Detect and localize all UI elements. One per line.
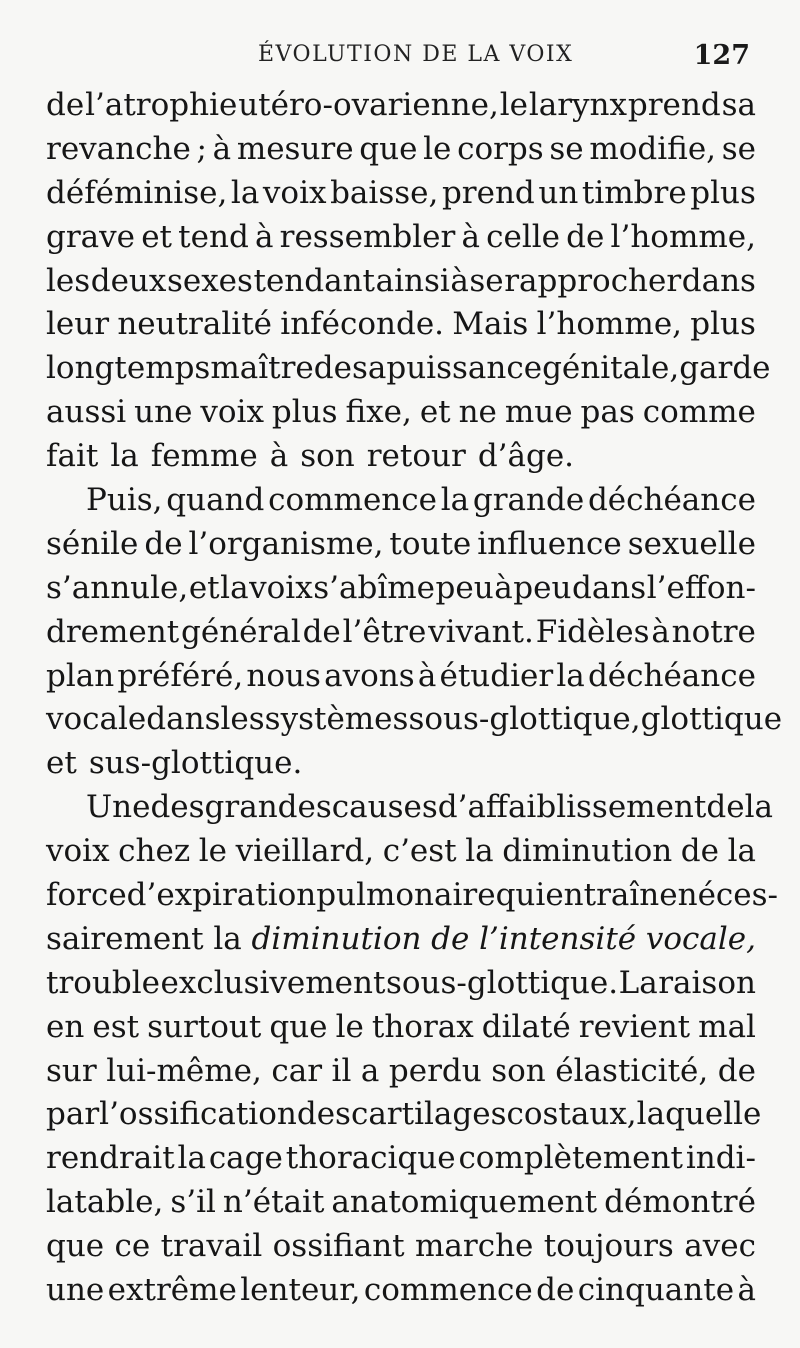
word: l’être: [342, 613, 427, 650]
word: de: [302, 613, 341, 650]
word: rapprocher: [504, 262, 682, 299]
word: revanche: [46, 130, 191, 167]
word: costaux,: [506, 1096, 637, 1133]
italic-word: diminution: [251, 920, 422, 957]
text-line: [46, 216, 756, 260]
word: déféminise,: [46, 174, 228, 211]
word: dilaté: [481, 1008, 571, 1045]
word: que: [359, 130, 418, 167]
word: nous: [246, 657, 321, 694]
text-line: [46, 1225, 756, 1269]
word: sous-glottique,: [408, 701, 641, 738]
word: thorax: [371, 1008, 474, 1045]
word: leur: [46, 306, 110, 343]
word: systèmes: [264, 701, 409, 738]
text-line: [46, 918, 756, 962]
word: pas: [580, 394, 635, 431]
word: il: [331, 1052, 352, 1089]
word: force: [46, 877, 127, 914]
word: un: [538, 174, 579, 211]
word: la: [465, 833, 494, 870]
word: sa: [351, 350, 387, 387]
word: la: [727, 833, 756, 870]
word: neutralité: [117, 306, 272, 343]
word: raison: [658, 964, 756, 1001]
word: sexuelle: [627, 525, 756, 562]
word: vivant.: [428, 613, 534, 650]
word: complètement: [458, 1140, 683, 1177]
body-text: [46, 84, 783, 1313]
word: s’annule,: [46, 569, 189, 606]
word: s’il: [170, 1184, 216, 1221]
word: n’était: [222, 1184, 325, 1221]
word: quand: [166, 482, 265, 519]
word: comme: [642, 394, 756, 431]
word: son: [491, 1052, 546, 1089]
word: de: [313, 350, 352, 387]
word: surtout: [147, 1008, 262, 1045]
word: la: [177, 1140, 206, 1177]
word: garde: [679, 350, 771, 387]
word: voix: [262, 174, 327, 211]
text-line: [46, 347, 771, 391]
text-line: [46, 786, 773, 830]
word: glottique: [640, 701, 783, 738]
word: à: [417, 657, 437, 694]
word: et: [141, 218, 172, 255]
word: laquelle: [636, 1096, 762, 1133]
word: trouble: [46, 964, 161, 1001]
word: grandes: [204, 789, 332, 826]
word: élasticité,: [555, 1052, 709, 1089]
word: deux: [90, 262, 167, 299]
word: l’effon-: [646, 569, 756, 606]
word: des: [296, 1096, 351, 1133]
word: de: [680, 833, 719, 870]
word: l’ossification: [99, 1096, 297, 1133]
text-line: [46, 830, 756, 874]
word: de: [536, 1272, 575, 1309]
word: se: [469, 262, 504, 299]
word: toujours: [543, 1228, 674, 1265]
text-line: [46, 172, 756, 216]
text-line: [46, 1050, 756, 1094]
text-line: [46, 698, 783, 742]
word: rendrait: [46, 1140, 175, 1177]
word: plus: [690, 174, 756, 211]
word: une: [46, 1272, 105, 1309]
text-line: [46, 84, 756, 128]
word: peu: [513, 569, 572, 606]
word: travail: [160, 1228, 263, 1265]
word: ne: [458, 394, 497, 431]
word: le: [499, 87, 528, 123]
word: sur: [46, 1052, 97, 1089]
italic-word: de: [431, 920, 470, 957]
word: voix: [200, 394, 264, 431]
text-line: [46, 1137, 756, 1181]
word: sous-glottique.: [385, 964, 619, 1001]
word: dans: [681, 262, 756, 299]
word: la: [556, 657, 585, 694]
word: en: [46, 1008, 85, 1045]
word: cinquante: [577, 1272, 735, 1309]
word: cage: [208, 1140, 283, 1177]
word: sus-glottique.: [88, 745, 303, 782]
word: mal: [698, 1008, 756, 1045]
word: à: [254, 218, 274, 255]
word: à: [461, 218, 480, 255]
word: utéro-ovarienne,: [238, 87, 499, 123]
word: de: [706, 789, 745, 826]
text-line: [46, 742, 756, 786]
word: plus: [271, 394, 338, 431]
italic-word: l’intensité: [479, 920, 637, 957]
word: plan: [46, 657, 115, 694]
word: l’organisme,: [188, 525, 384, 562]
word: avons: [324, 657, 415, 694]
word: l’homme,: [610, 218, 756, 255]
word: ossifiant: [272, 1228, 405, 1265]
word: génitale,: [542, 350, 680, 387]
word: qui: [495, 877, 546, 914]
word: à: [737, 1272, 756, 1309]
word: baisse,: [330, 174, 439, 211]
word: général: [181, 613, 301, 650]
word: anatomiquement: [331, 1184, 598, 1221]
word: la: [744, 789, 773, 826]
page-header: [0, 40, 800, 80]
word: diminution: [502, 833, 673, 870]
word: latable,: [46, 1184, 164, 1221]
word: est: [92, 1008, 140, 1045]
text-line: [46, 1093, 762, 1137]
word: commence: [268, 482, 437, 519]
word: grave: [46, 218, 136, 255]
italic-word: vocale,: [645, 920, 756, 957]
word: commence: [363, 1272, 533, 1309]
word: d’affaiblissement: [437, 789, 707, 826]
text-line: [46, 874, 779, 918]
word: une: [134, 394, 193, 431]
word: mesure: [236, 130, 354, 167]
word: exclusivement: [160, 964, 386, 1001]
word: grande: [472, 482, 585, 519]
word: voix: [249, 569, 313, 606]
word: de: [566, 218, 605, 255]
word: à: [651, 613, 670, 650]
word: à: [450, 262, 469, 299]
word: Puis,: [86, 482, 163, 519]
word: vieillard,: [235, 833, 375, 870]
text-line: [46, 1181, 756, 1225]
word: celle: [486, 218, 560, 255]
text-line: [46, 435, 756, 479]
word: timbre: [581, 174, 687, 211]
word: les: [220, 701, 265, 738]
word: drement: [46, 613, 180, 650]
word: cartilages: [350, 1096, 507, 1133]
word: lui-même,: [106, 1052, 262, 1089]
word: les: [46, 262, 91, 299]
word: perdu: [388, 1052, 482, 1089]
text-line: [46, 1006, 756, 1050]
word: ;: [196, 130, 207, 167]
text-line: [46, 260, 756, 304]
word: puissance: [386, 350, 543, 387]
word: à: [269, 438, 289, 475]
word: la: [213, 920, 242, 957]
text-line: [46, 128, 756, 172]
word: larynx: [528, 87, 628, 123]
word: inféconde.: [280, 306, 445, 343]
word: que: [269, 1008, 328, 1045]
word: l’atrophie: [85, 87, 238, 123]
word: ressembler: [279, 218, 456, 255]
word: tendant: [253, 262, 376, 299]
word: Une: [86, 789, 151, 826]
word: le: [198, 833, 228, 870]
word: peu: [435, 569, 494, 606]
word: par: [46, 1096, 100, 1133]
word: avec: [684, 1228, 756, 1265]
word: la: [230, 174, 260, 211]
word: et: [188, 569, 220, 606]
word: toute: [389, 525, 472, 562]
word: sénile: [46, 525, 139, 562]
word: c’est: [382, 833, 457, 870]
text-line: [46, 1269, 756, 1313]
page-number: 127: [693, 40, 750, 71]
word: corps: [457, 130, 544, 167]
running-title: ÉVOLUTION DE LA VOIX: [258, 42, 574, 67]
word: Mais: [452, 306, 529, 343]
word: démontré: [604, 1184, 756, 1221]
text-line: [46, 962, 756, 1006]
word: maître: [210, 350, 314, 387]
word: et: [419, 394, 451, 431]
word: notre: [671, 613, 756, 650]
word: vocale: [46, 701, 147, 738]
word: pulmonaire: [316, 877, 496, 914]
word: de: [144, 525, 183, 562]
word: thoracique: [285, 1140, 456, 1177]
word: déchéance: [587, 657, 756, 694]
word: marche: [415, 1228, 534, 1265]
word: se: [721, 130, 756, 167]
text-line: [46, 391, 756, 435]
word: dans: [571, 569, 647, 606]
word: d’expiration: [126, 877, 317, 914]
word: prend: [441, 174, 535, 211]
word: et: [46, 745, 77, 782]
word: d’âge.: [477, 438, 575, 475]
word: ce: [114, 1228, 151, 1265]
word: dans: [146, 701, 221, 738]
word: le: [335, 1008, 364, 1045]
word: lenteur,: [240, 1272, 361, 1309]
word: aussi: [46, 394, 127, 431]
word: entraîne: [545, 877, 678, 914]
word: préféré,: [117, 657, 244, 694]
word: la: [220, 569, 249, 606]
word: plus: [690, 306, 756, 343]
text-line: [46, 303, 756, 347]
word: la: [110, 438, 139, 475]
word: tend: [178, 218, 249, 255]
word: prend: [627, 87, 721, 123]
word: chez: [118, 833, 191, 870]
word: retour: [366, 438, 466, 475]
word: influence: [477, 525, 622, 562]
word: fixe,: [345, 394, 412, 431]
word: causes: [331, 789, 438, 826]
text-line: [46, 479, 756, 523]
word: car: [271, 1052, 323, 1089]
word: néces-: [677, 877, 779, 914]
word: extrême: [107, 1272, 237, 1309]
text-line: [46, 523, 756, 567]
word: La: [618, 964, 658, 1001]
word: modifie,: [589, 130, 717, 167]
word: fait: [46, 438, 99, 475]
word: ainsi: [375, 262, 450, 299]
word: l’homme,: [536, 306, 683, 343]
word: revient: [578, 1008, 691, 1045]
word: a: [360, 1052, 380, 1089]
word: à: [212, 130, 232, 167]
word: des: [150, 789, 205, 826]
word: étudier: [439, 657, 554, 694]
text-line: [46, 655, 756, 699]
word: sexes: [166, 262, 253, 299]
word: la: [440, 482, 470, 519]
word: son: [300, 438, 355, 475]
word: sairement: [46, 920, 204, 957]
word: indi-: [685, 1140, 756, 1177]
text-line: [46, 611, 756, 655]
word: le: [423, 130, 452, 167]
word: se: [549, 130, 584, 167]
word: femme: [150, 438, 258, 475]
word: longtemps: [46, 350, 211, 387]
word: Fidèles: [535, 613, 650, 650]
word: de: [46, 87, 85, 123]
word: à: [494, 569, 513, 606]
word: de: [717, 1052, 756, 1089]
text-line: [46, 567, 756, 611]
word: s’abîme: [313, 569, 435, 606]
word: mue: [504, 394, 573, 431]
word: voix: [46, 833, 110, 870]
word: sa: [721, 87, 756, 123]
word: que: [46, 1228, 105, 1265]
word: déchéance: [587, 482, 756, 519]
